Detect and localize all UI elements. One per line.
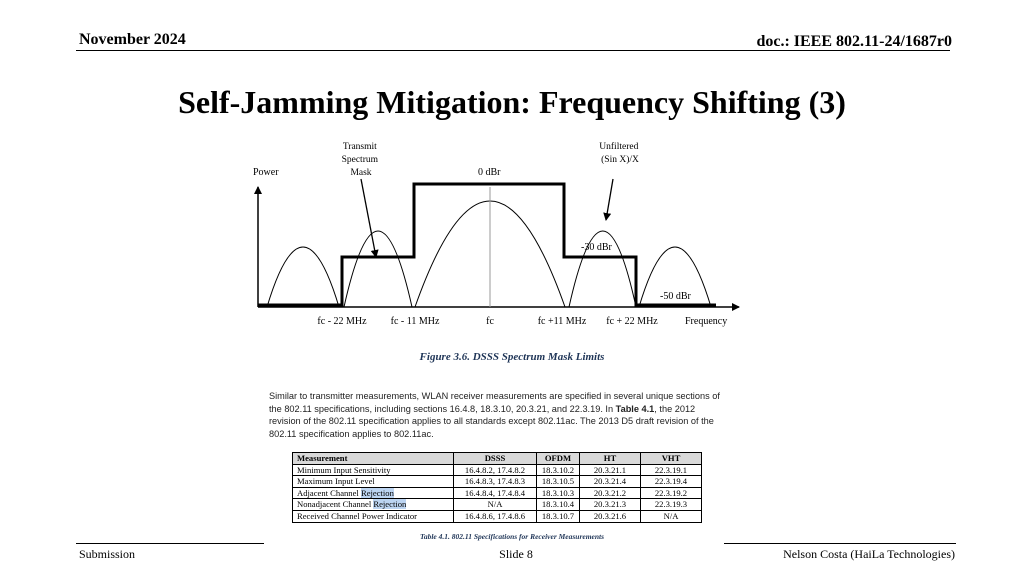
table-cell: N/A (454, 499, 537, 511)
table-cell: 16.4.8.6, 17.4.8.6 (454, 510, 537, 522)
level-0-dbr-label: 0 dBr (478, 167, 501, 178)
table-cell: 18.3.10.2 (537, 464, 580, 476)
table-cell: 20.3.21.4 (580, 476, 641, 488)
y-axis-label: Power (253, 167, 279, 178)
highlighted-text: Rejection (360, 487, 394, 498)
table-cell-measurement: Adjacent Channel Rejection (293, 487, 454, 499)
table-cell: 18.3.10.3 (537, 487, 580, 499)
table-header-row (293, 453, 702, 465)
highlighted-text: Rejection (373, 499, 407, 510)
table-cell: 16.4.8.2, 17.4.8.2 (454, 464, 537, 476)
table-cell-measurement: Minimum Input Sensitivity (293, 464, 454, 476)
table-row (293, 476, 702, 488)
table-cell: 22.3.19.3 (641, 499, 702, 511)
table-cell: 20.3.21.3 (580, 499, 641, 511)
table-cell: 20.3.21.2 (580, 487, 641, 499)
footer-author: Nelson Costa (HaiLa Technologies) (783, 547, 955, 561)
transmit-spectrum-mask (258, 184, 716, 305)
table-header-cell: DSSS (454, 453, 537, 465)
table-header-cell: Measurement (293, 453, 454, 465)
table-cell: 18.3.10.5 (537, 476, 580, 488)
body-paragraph (269, 390, 729, 440)
table-header-cell: VHT (641, 453, 702, 465)
table-cell: 22.3.19.2 (641, 487, 702, 499)
tick-label-fc: fc (486, 316, 494, 327)
tick-label-fc-minus-11: fc - 11 MHz (390, 316, 440, 327)
tick-label-fc-plus-11: fc +11 MHz (537, 316, 587, 327)
paragraph-text-2: , the 2012 revision of the 802.11 specification applies to all standards except 802.11ac. The 2013 D5 draft revision of the 802.11 specification applies to 802.11ac. (269, 403, 714, 439)
sinx-pointer-arrow (606, 179, 613, 220)
table-cell: 16.4.8.3, 17.4.8.3 (454, 476, 537, 488)
table-cell: 18.3.10.7 (537, 510, 580, 522)
mask-label: Transmit Spectrum Mask (341, 142, 379, 178)
spectrum-mask-diagram (240, 135, 750, 335)
table-cell: 22.3.19.1 (641, 464, 702, 476)
x-axis-label: Frequency (685, 316, 728, 327)
header-doc-id: doc.: IEEE 802.11-24/1687r0 (756, 33, 952, 50)
table-row (293, 499, 702, 511)
table-cell-measurement: Nonadjacent Channel Rejection (293, 499, 454, 511)
table-header-cell: OFDM (537, 453, 580, 465)
footer-rule-left (76, 543, 264, 544)
tick-label-fc-minus-22: fc - 22 MHz (317, 316, 367, 327)
paragraph-text-1: Similar to transmitter measurements, WLAN receiver measurements are specified in several unique sections of the 802.11 specifications, including sections 16.4.8, 18.3.10, 20.3.21, and 22.3.19. In (269, 391, 720, 414)
slide-title: Self-Jamming Mitigation: Frequency Shifting (3) (178, 84, 846, 120)
footer-slide-number: Slide 8 (499, 547, 533, 561)
table-cell: 18.3.10.4 (537, 499, 580, 511)
table-cell: 16.4.8.4, 17.4.8.4 (454, 487, 537, 499)
table-header-cell: HT (580, 453, 641, 465)
lobe-left (344, 231, 412, 307)
header-rule (76, 50, 950, 51)
table-cell: 22.3.19.4 (641, 476, 702, 488)
table-cell: N/A (641, 510, 702, 522)
tick-label-fc-plus-22: fc + 22 MHz (606, 316, 658, 327)
level-50-dbr-label: -50 dBr (660, 291, 691, 302)
table-caption: Table 4.1. 802.11 Specifications for Receiver Measurements (419, 532, 605, 541)
table-cell: 20.3.21.6 (580, 510, 641, 522)
footer-rule-right (724, 543, 956, 544)
lobe-far-left (267, 247, 339, 307)
footer-submission: Submission (79, 547, 136, 561)
table-row (293, 464, 702, 476)
figure-caption: Figure 3.6. DSSS Spectrum Mask Limits (419, 351, 605, 363)
table-row (293, 487, 702, 499)
unfiltered-label: Unfiltered (Sin X)/X (599, 142, 639, 165)
receiver-measurements-table (292, 452, 702, 523)
table-cell-measurement: Received Channel Power Indicator (293, 510, 454, 522)
table-row (293, 510, 702, 522)
paragraph-bold-ref: Table 4.1 (615, 403, 655, 414)
level-30-dbr-label: -30 dBr (581, 242, 612, 253)
table-cell: 20.3.21.1 (580, 464, 641, 476)
table-cell-measurement: Maximum Input Level (293, 476, 454, 488)
header-date: November 2024 (79, 31, 186, 48)
